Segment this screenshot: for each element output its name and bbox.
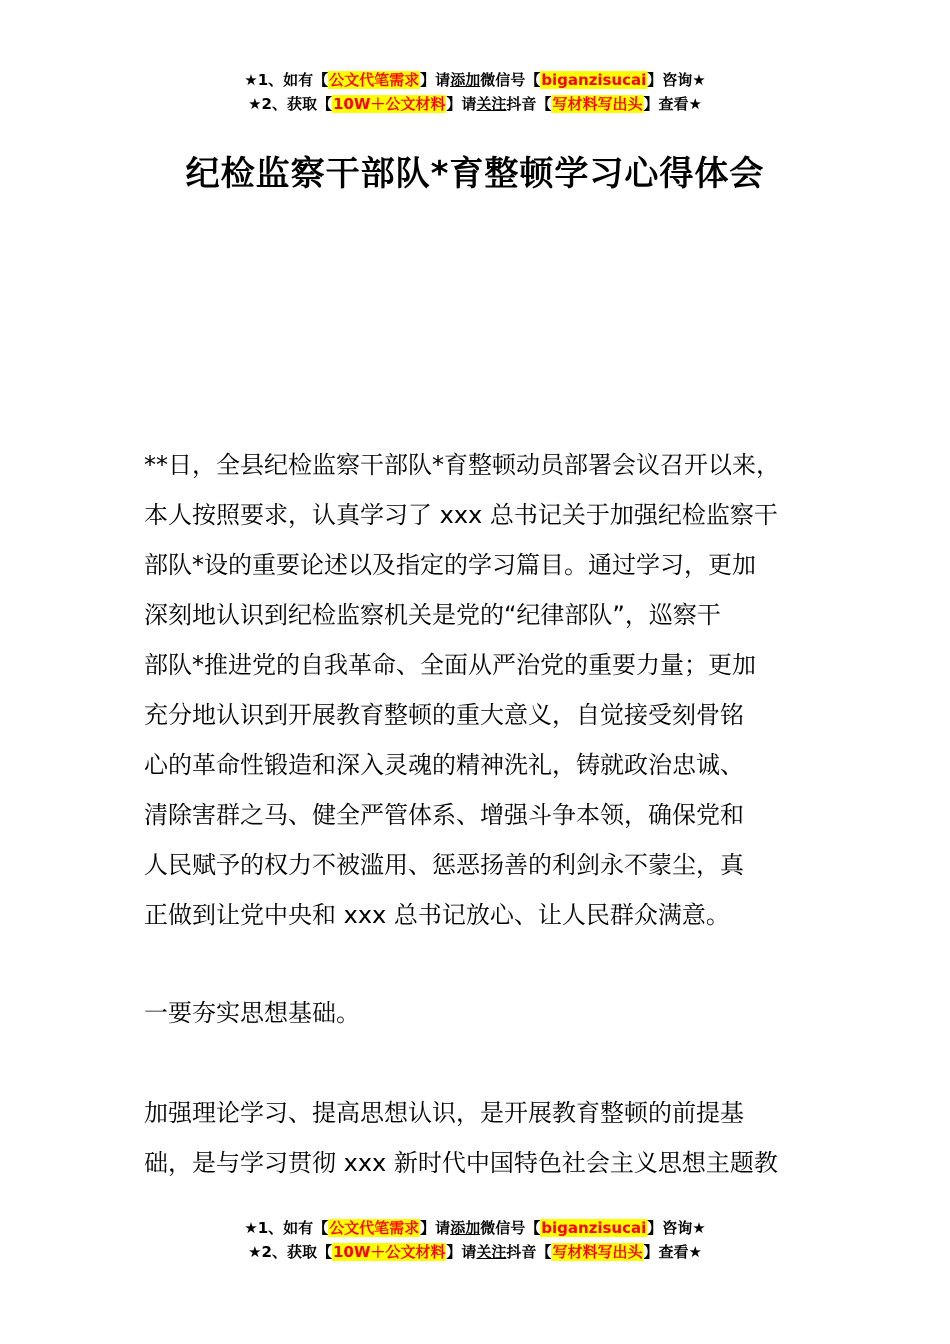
banner-text: 】请: [446, 1243, 477, 1261]
banner-underline-follow: 关注: [476, 95, 507, 113]
banner-text: 抖音【: [506, 1243, 552, 1261]
banner-text: ★1、如有【: [244, 71, 329, 89]
paragraph-line: 人民赋予的权力不被滥用、惩恶扬善的利剑永不蒙尘，真: [144, 851, 744, 879]
footer-banner: [0, 1216, 950, 1264]
banner-underline-add: 添加: [450, 71, 481, 89]
paragraph-line: 本人按照要求，认真学习了 xxx 总书记关于加强纪检监察干: [144, 501, 778, 529]
banner-highlight-materials: 10W＋公文材料: [332, 95, 446, 113]
banner-highlight-wechat-id: biganzisucai: [541, 1219, 647, 1237]
banner-text: ★1、如有【: [244, 1219, 329, 1237]
paragraph-2: [144, 1088, 834, 1188]
banner-text: 】请: [420, 1219, 451, 1237]
banner-text: 抖音【: [506, 95, 552, 113]
banner-text: 】咨询★: [647, 1219, 706, 1237]
paragraph-line: 部队*设的重要论述以及指定的学习篇目。通过学习，更加: [144, 551, 756, 579]
paragraph-line: 清除害群之马、健全严管体系、增强斗争本领，确保党和: [144, 801, 744, 829]
section-heading-1: [144, 988, 834, 1038]
paragraph-line: **日，全县纪检监察干部队*育整顿动员部署会议召开以来，: [144, 451, 780, 479]
banner-underline-add: 添加: [450, 1219, 481, 1237]
section-heading-text: 一要夯实思想基础。: [144, 999, 360, 1027]
document-title: 纪检监察干部队*育整顿学习心得体会: [185, 154, 765, 194]
banner-line-1: [0, 1216, 950, 1240]
banner-highlight-ghostwriting: 公文代笔需求: [329, 71, 420, 89]
banner-line-2: [0, 92, 950, 116]
banner-text: 】咨询★: [647, 71, 706, 89]
paragraph-line: 充分地认识到开展教育整顿的重大意义，自觉接受刻骨铭: [144, 701, 744, 729]
paragraph-line: 加强理论学习、提高思想认识，是开展教育整顿的前提基: [144, 1099, 744, 1127]
paragraph-line: 部队*推进党的自我革命、全面从严治党的重要力量；更加: [144, 651, 756, 679]
banner-text: ★2、获取【: [248, 95, 332, 113]
paragraph-line: 深刻地认识到纪检监察机关是党的“纪律部队”，巡察干: [144, 601, 721, 629]
paragraph-line: 正做到让党中央和 xxx 总书记放心、让人民群众满意。: [144, 901, 730, 929]
banner-highlight-ghostwriting: 公文代笔需求: [329, 1219, 420, 1237]
banner-line-1: [0, 68, 950, 92]
paragraph-1: [144, 440, 834, 940]
banner-highlight-douyin: 写材料写出头: [552, 1243, 643, 1261]
banner-highlight-wechat-id: biganzisucai: [541, 71, 647, 89]
banner-text: 微信号【: [480, 71, 541, 89]
banner-text: 】查看★: [643, 95, 702, 113]
banner-highlight-materials: 10W＋公文材料: [332, 1243, 446, 1261]
banner-line-2: [0, 1240, 950, 1264]
banner-underline-follow: 关注: [476, 1243, 507, 1261]
banner-text: 微信号【: [480, 1219, 541, 1237]
paragraph-line: 心的革命性锻造和深入灵魂的精神洗礼，铸就政治忠诚、: [144, 751, 744, 779]
banner-text: ★2、获取【: [248, 1243, 332, 1261]
paragraph-line: 础，是与学习贯彻 xxx 新时代中国特色社会主义思想主题教: [144, 1149, 778, 1177]
header-banner: [0, 68, 950, 116]
banner-highlight-douyin: 写材料写出头: [552, 95, 643, 113]
banner-text: 】请: [446, 95, 477, 113]
banner-text: 】查看★: [643, 1243, 702, 1261]
banner-text: 】请: [420, 71, 451, 89]
